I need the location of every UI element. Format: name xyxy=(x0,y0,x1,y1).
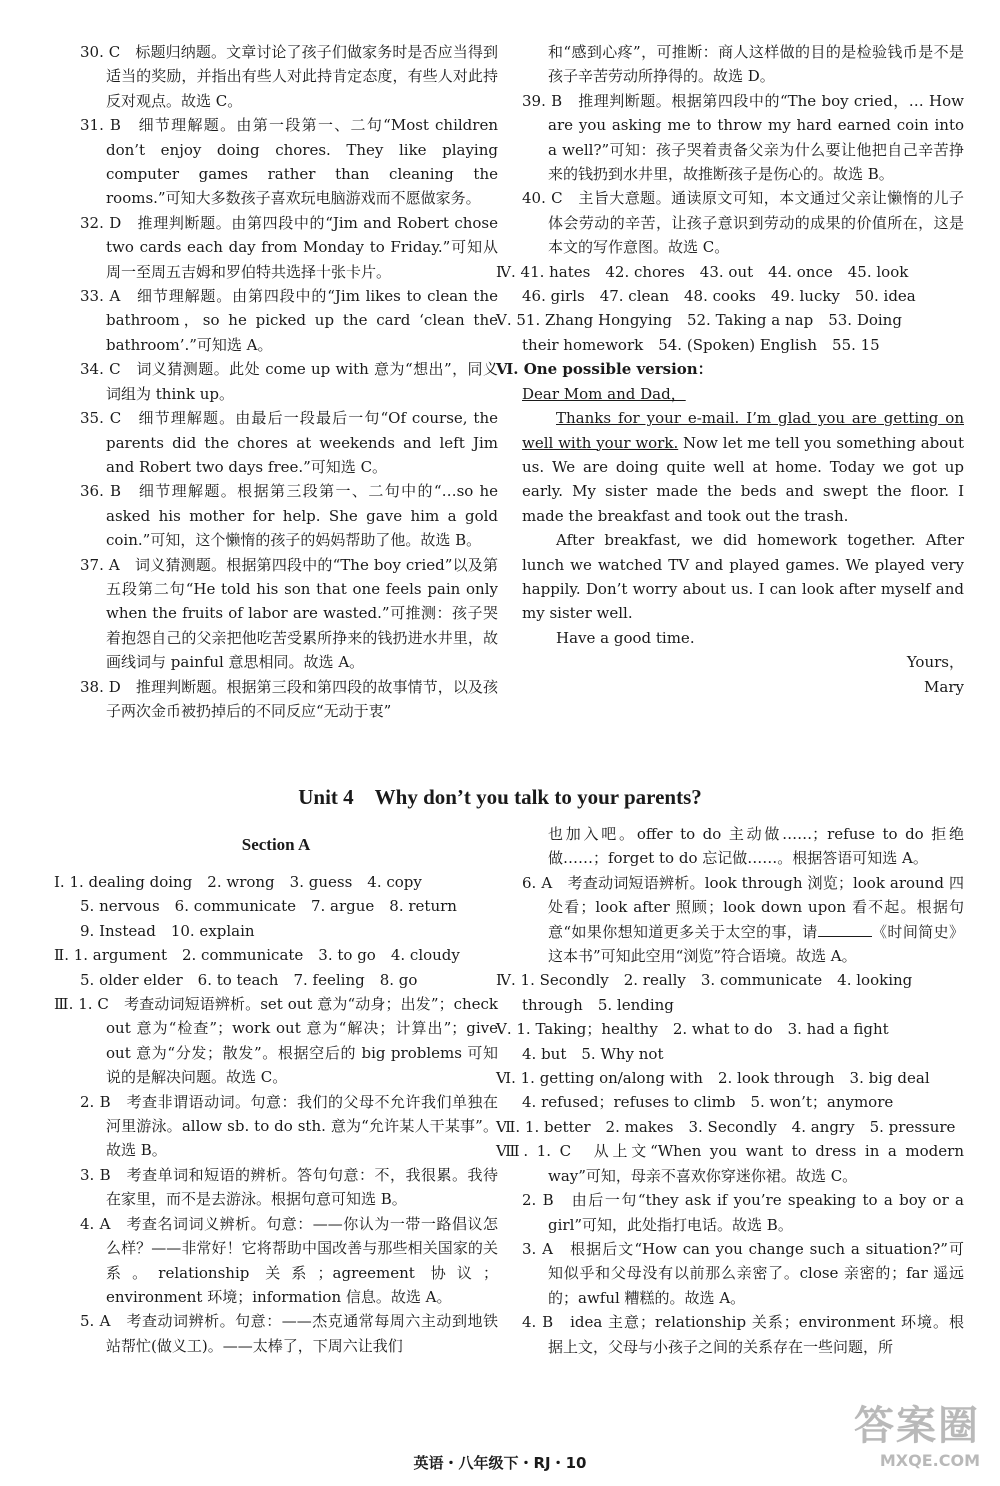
section-vi-b-line-1: Ⅵ. 1. getting on/along with 2. look through 3. big deal xyxy=(496,1069,930,1088)
letter-signature: Mary xyxy=(924,677,964,696)
section-iii-q3: 3. B 考查单词和短语的辨析。答句句意：不，我很累。我待在家里，而不是去游泳。根据句意可知选 B。 xyxy=(80,1165,498,1209)
q6-text-before-blank: 6. A 考查动词短语辨析。look through 浏览；look around 四处看；look after 照顾；look down upon 看不起。根据句意“如果你想知道更多关于太空的事，请 xyxy=(522,873,964,941)
top-left-column xyxy=(80,40,498,723)
section-iii-q6 xyxy=(522,871,964,969)
letter-paragraph-3: Have a good time. xyxy=(556,628,695,647)
letter-paragraph-1-rest: Now let me tell you something about us. We are doing quite well at home. Today we got up early. My sister made the beds and swept the floor. I made the breakfast and took out the trash. xyxy=(522,433,964,525)
q6-text-after-blank: 《时间简史》这本书”可知此空用“浏览”符合语境。故选 A。 xyxy=(548,922,964,966)
watermark-logo xyxy=(800,1394,980,1470)
q6-blank xyxy=(818,924,872,937)
answer-33: 33. A 细节理解题。由第四段中的“Jim likes to clean the bathroom，so he picked up the card ‘clean the bathroom’.”可知选 A。 xyxy=(80,287,498,354)
section-iv-line-1: Ⅳ. 41. hates 42. chores 43. out 44. once 45. look xyxy=(496,262,909,281)
section-viii-q4: 4. B idea 主意；relationship 关系；environment 环境。根据上文，父母与小孩子之间的关系存在一些问题，所 xyxy=(522,1313,964,1356)
page-footer: 英语・八年级下・RJ・10 xyxy=(413,1454,587,1472)
answer-34: 34. C 词义猜测题。此处 come up with 意为“想出”，同义词组为 think up。 xyxy=(80,360,498,403)
answer-36: 36. B 细节理解题。根据第三段第一、二句中的“…so he asked his mother for help. She gave him a gold coin.”可知，这个懒惰的孩子的妈妈帮助了他。故选 B。 xyxy=(80,482,498,550)
section-i-line-2: 5. nervous 6. communicate 7. argue 8. return xyxy=(80,897,457,916)
unit-title: Unit 4 Why don’t you talk to your parents? xyxy=(298,785,702,809)
answer-40: 40. C 主旨大意题。通读原文可知，本文通过父亲让懒惰的儿子体会劳动的辛苦，让孩子意识到劳动的成果的价值所在，这是本文的写作意图。故选 C。 xyxy=(522,189,964,257)
section-iv-b-line-2: through 5. lending xyxy=(522,995,674,1014)
section-iii-q5-continuation: 也加入吧。offer to do 主动做……；refuse to do 拒绝做……；forget to do 忘记做……。根据答语可知选 A。 xyxy=(548,825,964,868)
section-iv-b-line-1: Ⅳ. 1. Secondly 2. really 3. communicate 4. looking xyxy=(496,971,913,990)
letter-greeting: Dear Mom and Dad， xyxy=(522,384,686,403)
section-i-line-3: 9. Instead 10. explain xyxy=(80,921,255,940)
answer-30: 30. C 标题归纳题。文章讨论了孩子们做家务时是否应当得到适当的奖励，并指出有些人对此持肯定态度，有些人对此持反对观点。故选 C。 xyxy=(80,43,498,110)
section-iii-q1: Ⅲ. 1. C 考查动词短语辨析。set out 意为“动身；出发”；check out 意为“检查”；work out 意为“解决；计算出”；give out 意为“分发；散发”。根据空后的 big problems 可知说的是解决问题。故选 C。 xyxy=(54,995,498,1087)
section-iii-q5: 5. A 考查动词辨析。句意：——杰克通常每周六主动到地铁站帮忙(做义工)。——太棒了，下周六让我们 xyxy=(80,1312,498,1355)
section-ii-line-1: Ⅱ. 1. argument 2. communicate 3. to go 4. cloudy xyxy=(54,946,460,965)
answer-37: 37. A 词义猜测题。根据第四段中的“The boy cried”以及第五段第二句“He told his son that one feels pain only when the fruits of labor are wasted.”可推测：孩子哭着抱怨自己的父亲把他吃苦受累所挣来的钱扔进水井里，故画线词与 painful 意思相同。故选 A。 xyxy=(80,555,498,672)
watermark-url: MXQE.COM xyxy=(879,1451,980,1470)
section-v-line-1: Ⅴ. 51. Zhang Hongying 52. Taking a nap 53. Doing xyxy=(496,311,902,330)
answer-31: 31. B 细节理解题。由第一段第一、二句“Most children don’t enjoy doing chores. They like playing computer games rather than cleaning the rooms.”可知大多数孩子喜欢玩电脑游戏而不愿做家务。 xyxy=(80,116,498,208)
answer-39: 39. B 推理判断题。根据第四段中的“The boy cried，… How are you asking me to throw my hard earned coin into a well?”可知：孩子哭着责备父亲为什么要让他把自己辛苦挣来的钱扔到水井里，故推断孩子是伤心的。故选 B。 xyxy=(522,91,964,184)
answer-38: 38. D 推理判断题。根据第三段和第四段的故事情节，以及孩子两次金币被扔掉后的不同反应“无动于衷” xyxy=(80,677,498,720)
section-v-b-line-2: 4. but 5. Why not xyxy=(522,1044,664,1063)
section-iii-q2: 2. B 考查非谓语动词。句意：我们的父母不允许我们单独在河里游泳。allow sb. to do sth. 意为“允许某人干某事”。故选 B。 xyxy=(80,1092,498,1160)
letter-paragraph-2: After breakfast, we did homework together. After lunch we watched TV and played games. We played very happily. Don’t worry about us. I can look after myself and my sister well. xyxy=(522,531,964,623)
bottom-right-column xyxy=(496,822,964,1359)
top-right-column xyxy=(496,40,964,699)
section-viii-q2: 2. B 由后一句“they ask if you’re speaking to a boy or a girl”可知，此处指打电话。故选 B。 xyxy=(522,1191,964,1234)
section-ii-line-2: 5. older elder 6. to teach 7. feeling 8. go xyxy=(80,970,418,989)
section-i-line-1: Ⅰ. 1. dealing doing 2. wrong 3. guess 4. copy xyxy=(54,873,422,891)
section-vi-b-line-2: 4. refused；refuses to climb 5. won’t；anymore xyxy=(522,1093,894,1112)
section-iii-q4: 4. A 考查名词词义辨析。句意：——你认为一带一路倡议怎么样？——非常好！它将帮助中国改善与那些相关国家的关系。relationship 关系；agreement 协议；environment 环境；information 信息。故选 A。 xyxy=(80,1214,498,1306)
letter-closing: Yours， xyxy=(906,653,964,672)
letter-underlined-sentence: Thanks for your e-mail. I’m glad you are getting on well with your work. xyxy=(522,409,964,452)
answer-38-continuation: 和“感到心疼”，可推断：商人这样做的目的是检验钱币是不是孩子辛苦劳动所挣得的。故选 D。 xyxy=(548,43,964,86)
answer-32: 32. D 推理判断题。由第四段中的“Jim and Robert chose two cards each day from Monday to Friday.”可知从周一至周五吉姆和罗伯特共选择十张卡片。 xyxy=(80,213,498,281)
section-viii-q3: 3. A 根据后文“How can you change such a situation?”可知似乎和父母没有以前那么亲密了。close 亲密的；far 遥远的；awful 糟糕的。故选 A。 xyxy=(522,1239,964,1307)
section-vi-label: Ⅵ. One possible version： xyxy=(496,360,713,379)
section-title: Section A xyxy=(241,835,311,854)
bottom-left-column xyxy=(54,870,498,1358)
section-v-b-line-1: Ⅴ. 1. Taking；healthy 2. what to do 3. had a fight xyxy=(496,1020,889,1039)
watermark-main-text: 答案圈 xyxy=(854,1403,980,1449)
section-viii-q1: Ⅷ. 1. C 从上文“When you want to dress in a modern way”可知，母亲不喜欢你穿迷你裙。故选 C。 xyxy=(496,1142,964,1185)
letter-paragraph-1 xyxy=(522,406,964,528)
section-v-line-2: their homework 54. (Spoken) English 55. 15 xyxy=(522,335,880,354)
section-iv-line-2: 46. girls 47. clean 48. cooks 49. lucky 50. idea xyxy=(522,287,916,306)
answer-35: 35. C 细节理解题。由最后一段最后一句“Of course, the parents did the chores at weekends and left Jim and Robert two days free.”可知选 C。 xyxy=(80,409,498,476)
section-vii-line-1: Ⅶ. 1. better 2. makes 3. Secondly 4. angry 5. pressure xyxy=(496,1117,956,1136)
